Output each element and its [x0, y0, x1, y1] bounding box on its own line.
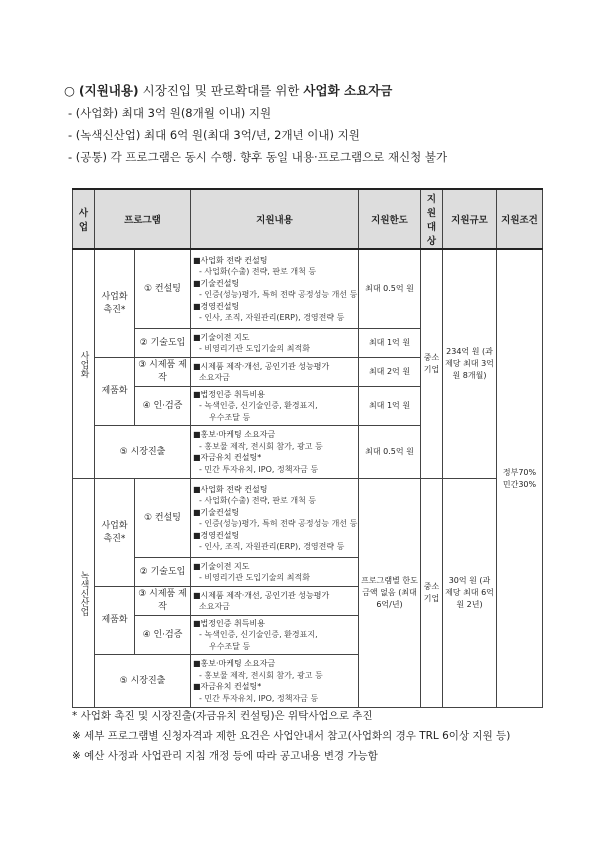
intro-heading: [64, 80, 564, 102]
intro-line: - (녹색신산업) 최대 6억 원(최대 3억/년, 2개년 이내) 지원: [68, 128, 360, 142]
program-label: ① 컨설팅: [135, 479, 191, 558]
category-label: 제품화: [95, 358, 135, 426]
content-cell: ■홍보·마케팅 소요자금 - 홍보물 제작, 전시회 참가, 광고 등 ■자금유치 컨설팅* - 민간 투자유치, IPO, 정책자금 등: [191, 426, 359, 479]
header-program: 프로그램: [95, 189, 191, 249]
scale-cell: 30억 원 (과제당 최대 6억 원 2년): [443, 479, 497, 708]
content-cell: ■시제품 제작·개선, 공인기관 성능평가 소요자금: [191, 358, 359, 387]
content-cell: ■기술이전 지도 - 비영리기관 도입기술의 최적화: [191, 329, 359, 358]
condition-cell: 정부70% 민간30%: [497, 249, 543, 708]
heading-strong: 사업화 소요자금: [303, 83, 393, 98]
content-cell: ■법정인증 취득비용 - 녹색인증, 신기술인증, 환경표지, 우수조달 등: [191, 616, 359, 655]
target-cell: 중소기업: [421, 249, 443, 479]
intro-section: [64, 80, 564, 168]
target-cell: 중소기업: [421, 479, 443, 708]
header-scale: 지원규모: [443, 189, 497, 249]
program-label: ④ 인·검증: [135, 387, 191, 426]
heading-text: 시장진입 및 판로확대를 위한: [138, 83, 304, 98]
notes-section: [72, 706, 572, 766]
header-biz: 사업: [73, 189, 95, 249]
note-line: ※ 예산 사정과 사업관리 지침 개정 등에 따라 공고내용 변경 가능함: [72, 750, 378, 762]
content-cell: ■법정인증 취득비용 - 녹색인증, 신기술인증, 환경표지, 우수조달 등: [191, 387, 359, 426]
header-target: 지원대상: [421, 189, 443, 249]
limit-cell: 최대 1억 원: [359, 387, 421, 426]
program-table: [72, 188, 543, 708]
content-cell: ■사업화 전략 컨설팅 - 사업화(수출) 전략, 판로 개척 등 ■기술컨설팅 - 인증(성능)평가, 특허 전략 공정성능 개선 등 ■경영컨설팅 - 인사, 조직, 자원관리(ERP), 경영전략 등: [191, 249, 359, 329]
section-name: 사업화: [73, 249, 95, 479]
heading-label: (지원내용): [78, 83, 139, 98]
heading-bullet: ○: [64, 83, 75, 98]
note-line: * 사업화 촉진 및 시장진출(자금유치 컨설팅)은 위탁사업으로 추진: [72, 710, 373, 722]
program-label: ② 기술도입: [135, 329, 191, 358]
content-cell: ■사업화 전략 컨설팅 - 사업화(수출) 전략, 판로 개척 등 ■기술컨설팅 - 인증(성능)평가, 특허 전략 공정성능 개선 등 ■경영컨설팅 - 인사, 조직, 자원관리(ERP), 경영전략 등: [191, 479, 359, 558]
content-cell: ■홍보·마케팅 소요자금 - 홍보물 제작, 전시회 참가, 광고 등 ■자금유치 컨설팅* - 민간 투자유치, IPO, 정책자금 등: [191, 655, 359, 708]
program-label: ⑤ 시장진출: [95, 655, 191, 708]
header-condition: 지원조건: [497, 189, 543, 249]
table-row: [73, 249, 543, 329]
category-label: 사업화 촉진*: [95, 479, 135, 587]
intro-line: - (사업화) 최대 3억 원(8개월 이내) 지원: [68, 106, 272, 120]
program-label: ③ 시제품 제작: [135, 587, 191, 616]
limit-cell: 최대 2억 원: [359, 358, 421, 387]
note-line: ※ 세부 프로그램별 신청자격과 제한 요건은 사업안내서 참고(사업화의 경우 TRL 6이상 지원 등): [72, 730, 511, 742]
category-label: 제품화: [95, 587, 135, 655]
program-label: ② 기술도입: [135, 558, 191, 587]
program-label: ④ 인·검증: [135, 616, 191, 655]
header-content: 지원내용: [191, 189, 359, 249]
limit-cell: 최대 0.5억 원: [359, 426, 421, 479]
program-label: ① 컨설팅: [135, 249, 191, 329]
header-limit: 지원한도: [359, 189, 421, 249]
intro-line: - (공통) 각 프로그램은 동시 수행. 향후 동일 내용·프로그램으로 재신청 불가: [68, 150, 448, 164]
limit-cell: 최대 1억 원: [359, 329, 421, 358]
table-row: [73, 479, 543, 558]
content-cell: ■기술이전 지도 - 비영리기관 도입기술의 최적화: [191, 558, 359, 587]
table-header-row: [73, 189, 543, 249]
scale-cell: 234억 원 (과제당 최대 3억 원 8개월): [443, 249, 497, 479]
program-label: ⑤ 시장진출: [95, 426, 191, 479]
section-name: 녹색신산업: [73, 479, 95, 708]
limit-cell: 프로그램별 한도금액 없음 (최대6억/년): [359, 479, 421, 708]
program-label: ③ 시제품 제작: [135, 358, 191, 387]
content-cell: ■시제품 제작·개선, 공인기관 성능평가 소요자금: [191, 587, 359, 616]
limit-cell: 최대 0.5억 원: [359, 249, 421, 329]
category-label: 사업화 촉진*: [95, 249, 135, 358]
